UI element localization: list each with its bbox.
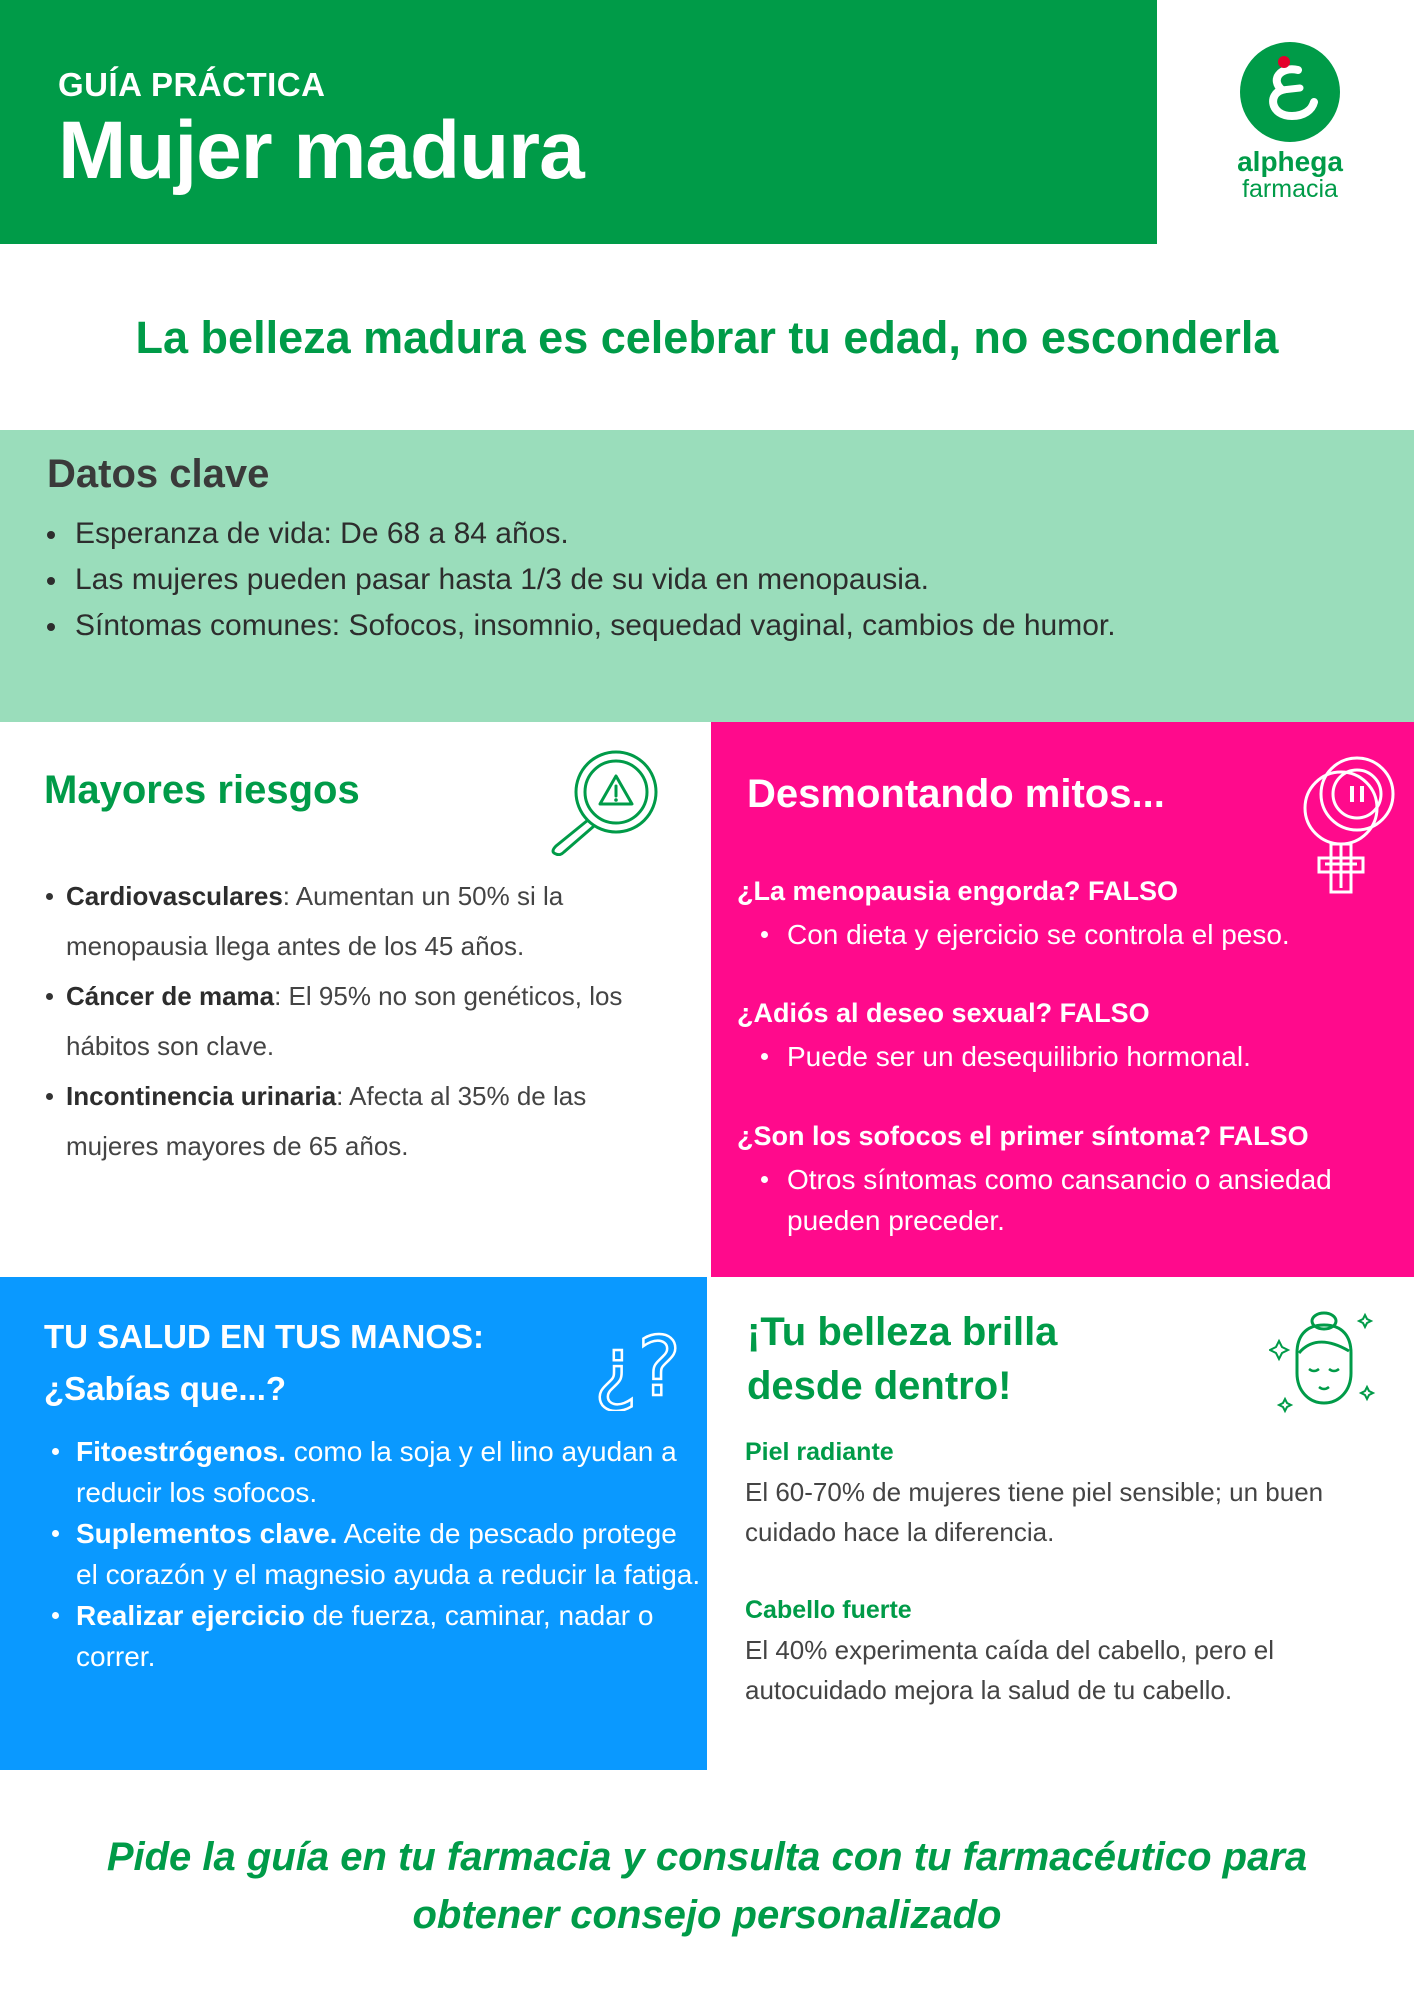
magnifier-warning-icon [542,746,662,856]
page-title: Mujer madura [58,105,584,196]
list-item: Síntomas comunes: Sofocos, insomnio, sequedad vaginal, cambios de humor. [47,603,1414,649]
alphega-logo-icon [1238,40,1342,144]
datos-clave-section [0,430,1414,722]
datos-title: Datos clave [47,452,270,496]
mitos-section [711,722,1414,1277]
belleza-title-line2: desde dentro! [747,1364,1012,1408]
tip-text: como la soja y el lino ayudan a reducir los sofocos. [76,1436,677,1508]
tagline: La belleza madura es celebrar tu edad, no esconderla [135,312,1279,363]
myth-question: ¿La menopausia engorda? FALSO [737,876,1179,906]
tip-name: Realizar ejercicio [76,1600,305,1631]
myth-question: ¿Adiós al deseo sexual? FALSO [737,998,1150,1028]
myth-answer: Otros síntomas como cansancio o ansiedad pueden preceder. [787,1159,1397,1241]
cta-line1: Pide la guía en tu farmacia y consulta con tu farmacéutico para [106,1835,1308,1879]
list-item [66,1071,676,1171]
tip-name: Fitoestrógenos. [76,1436,287,1467]
belleza-text: El 60-70% de mujeres tiene piel sensible; un buen cuidado hace la diferencia. [745,1477,1324,1547]
list-item [66,971,676,1071]
risk-name: Cardiovasculares [66,881,283,911]
salud-section [0,1277,707,1770]
list-item [76,1513,706,1595]
cta-line2: obtener consejo personalizado [412,1893,1002,1937]
list-item: Las mujeres pueden pasar hasta 1/3 de su vida en menopausia. [47,557,1414,603]
tip-name: Suplementos clave. [76,1518,338,1549]
salud-title-line2: ¿Sabías que...? [44,1370,287,1407]
logo-sub: farmacia [1242,175,1338,203]
belleza-section [707,1277,1414,1770]
logo-brand: alphega [1237,146,1343,177]
header-banner [0,0,1157,244]
question-marks-icon [592,1311,682,1411]
myth-answer: Con dieta y ejercicio se controla el peso. [787,914,1397,955]
female-symbol-pause-icon [1291,748,1411,898]
datos-list [47,511,1414,649]
belleza-subtitle: Cabello fuerte [745,1596,912,1624]
list-item: Esperanza de vida: De 68 a 84 años. [47,511,1414,557]
list-item [76,1431,706,1513]
header-kicker: GUÍA PRÁCTICA [58,66,326,103]
risk-text: : Afecta al 35% de las mujeres mayores de 65 años. [66,1081,587,1161]
risk-text: : Aumentan un 50% si la menopausia llega antes de los 45 años. [66,881,564,961]
belleza-text: El 40% experimenta caída del cabello, pero el autocuidado mejora la salud de tu cabello. [745,1635,1274,1705]
alphega-logo [1220,40,1360,220]
list-item [66,871,676,971]
riesgos-title: Mayores riesgos [44,768,360,812]
risk-name: Incontinencia urinaria [66,1081,337,1111]
myth-answer: Puede ser un desequilibrio hormonal. [787,1036,1397,1077]
salud-title-line1: TU SALUD EN TUS MANOS: [44,1318,484,1355]
question-marks-glyph: ¿? [594,1320,682,1411]
list-item [76,1595,706,1677]
risk-text: : El 95% no son genéticos, los hábitos son clave. [66,981,623,1061]
woman-face-sparkle-icon [1269,1307,1379,1417]
tip-text: de fuerza, caminar, nadar o correr. [76,1600,654,1672]
mitos-title: Desmontando mitos... [747,772,1165,816]
belleza-subtitle: Piel radiante [745,1438,894,1466]
risk-name: Cáncer de mama [66,981,275,1011]
riesgos-section [0,722,711,1277]
belleza-title-line1: ¡Tu belleza brilla [747,1310,1058,1354]
myth-question: ¿Son los sofocos el primer síntoma? FALSO [737,1121,1309,1151]
tip-text: Aceite de pescado protege el corazón y el magnesio ayuda a reducir la fatiga. [76,1518,701,1590]
riesgos-list [66,871,676,1171]
salud-list [76,1431,706,1677]
call-to-action [0,1828,1414,1944]
